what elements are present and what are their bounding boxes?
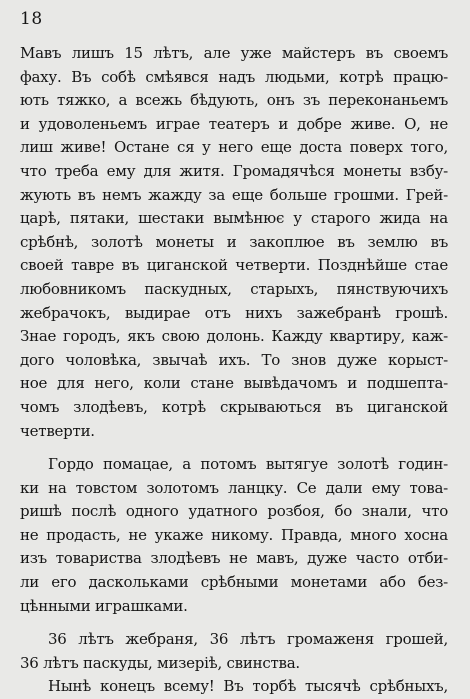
text-line: не продасть, не укаже никому. Правда, много хосна: [20, 525, 448, 544]
text-line: своей тавре въ циганской четверти. Позднѣйше стае: [20, 256, 448, 275]
paragraph: [20, 675, 448, 699]
body-text: [20, 42, 448, 699]
paragraph: [20, 42, 448, 443]
text-line: Знае городъ, якъ свою долонь. Кажду квартиру, каж-: [20, 327, 448, 346]
page-number: 18: [20, 9, 43, 29]
text-line: Мавъ лишъ 15 лѣтъ, але уже майстеръ въ своемъ: [20, 44, 448, 62]
text-line: лиш живе! Остане ся у него еще доста поверх того,: [20, 138, 448, 157]
text-line: фаху. Въ собѣ смѣявся надъ людьми, котрѣ працю-: [20, 67, 448, 86]
text-line: Нынѣ конецъ всему! Въ торбѣ тысячѣ срѣбныхъ,: [48, 677, 448, 696]
text-line: цѣнными играшками.: [20, 596, 188, 615]
paragraph-gap: [20, 443, 448, 453]
text-line: жебрачокъ, выдирае отъ нихъ зажебранѣ грошѣ.: [20, 303, 448, 322]
text-line: четверти.: [20, 421, 95, 440]
text-line: дого чоловѣка, звычаѣ ихъ. То знов дуже корыст-: [20, 350, 448, 369]
text-line: царѣ, пятаки, шестаки вымѣнює у старого жида на: [20, 209, 448, 228]
text-line: срѣбнѣ, золотѣ монеты и закоплюе въ землю въ: [20, 232, 448, 251]
text-line: что треба ему для житя. Громадячѣся монеты взбу-: [20, 161, 448, 180]
text-line: 36 лѣтъ жебраня, 36 лѣтъ громаженя грошей,: [48, 630, 448, 649]
text-line: любовникомъ паскудных, старыхъ, пянствуючихъ: [20, 279, 448, 298]
text-line: чомъ злодѣевъ, котрѣ скрываються въ циганской: [20, 397, 448, 416]
text-line: изъ товариства злодѣевъ не мавъ, дуже часто отби-: [20, 549, 448, 568]
paragraph: [20, 628, 448, 675]
text-line: ють тяжко, а всежь бѣдують, онъ зъ переконаньемъ: [20, 91, 448, 110]
text-line: ное для него, коли стане вывѣдачомъ и подшепта-: [20, 374, 448, 393]
text-line: ки на товстом золотомъ ланцку. Се дали ему това-: [20, 478, 448, 497]
text-line: Гордо помацае, а потомъ вытягуе золотѣ годин-: [48, 455, 448, 474]
text-line: 36 лѣтъ паскуды, мизерiѣ, свинства.: [20, 653, 300, 672]
paragraph: [20, 453, 448, 618]
text-line: ришѣ послѣ одного удатного розбоя, бо знали, что: [20, 502, 448, 521]
text-line: и удоволеньемъ играе театеръ и добре живе. О, не: [20, 114, 448, 133]
text-line: жують въ немъ жажду за еще больше грошми. Грей-: [20, 185, 448, 204]
text-line: ли его даскольками срѣбными монетами або без-: [20, 573, 448, 592]
